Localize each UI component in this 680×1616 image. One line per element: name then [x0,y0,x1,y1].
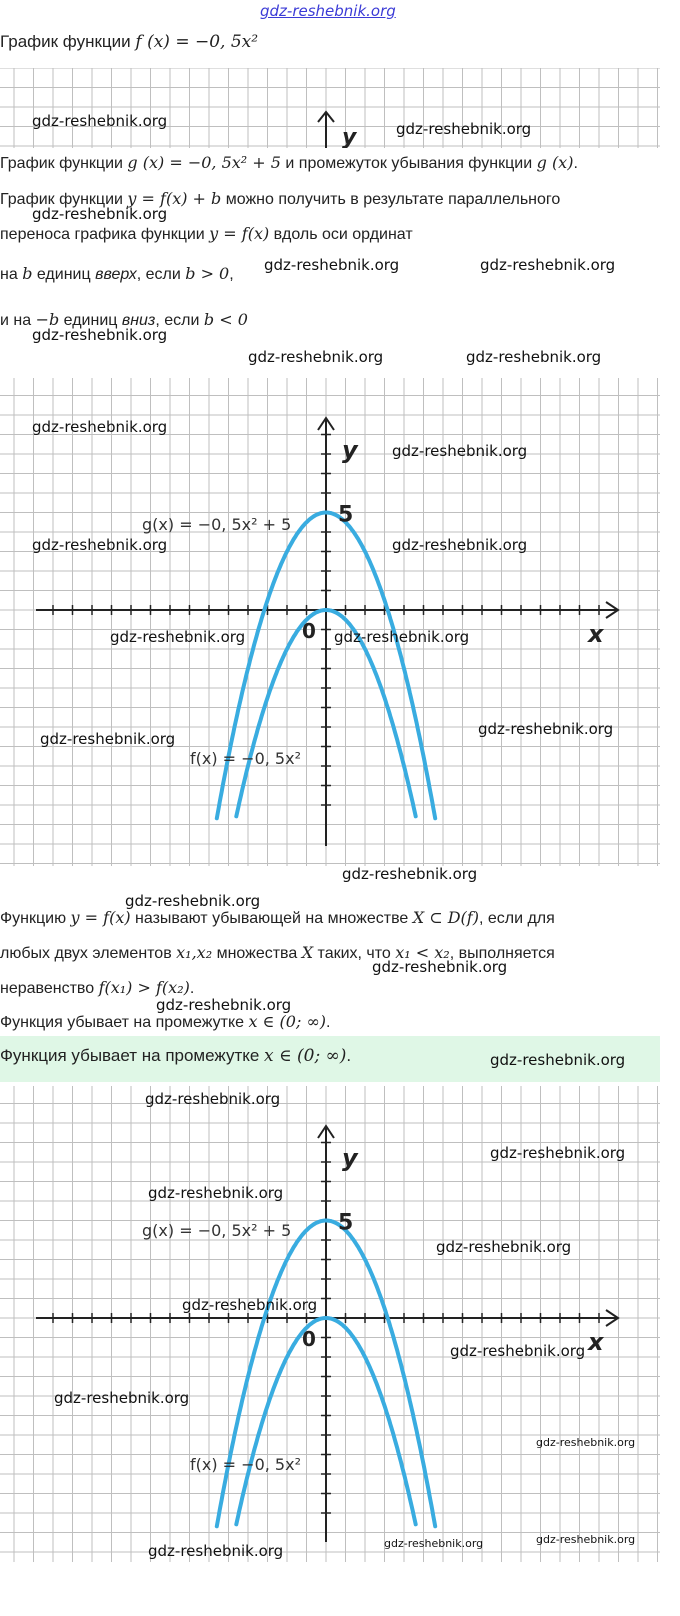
watermark: gdz-reshebnik.org [480,256,616,274]
grid-lines [0,378,660,866]
watermark: gdz-reshebnik.org [32,326,168,344]
tick-label-5: 5 [338,1210,354,1236]
theory-line-1: График функции y = f(x) + b можно получить в результате параллельного [0,189,561,208]
g-function-label: g(x) = −0, 5x² + 5 [142,1221,292,1240]
watermark: gdz-reshebnik.org [32,536,168,554]
watermark: gdz-reshebnik.org [396,120,532,138]
theory-line-3: на b единиц вверх, если b > 0, [0,264,234,283]
origin-label: 0 [302,619,316,643]
cropped-graph-strip [0,68,660,148]
watermark: gdz-reshebnik.org [392,442,528,460]
watermark: gdz-reshebnik.org [342,865,478,883]
watermark: gdz-reshebnik.org [54,1389,190,1407]
x-axis-label: x [588,620,604,648]
grid-lines [0,68,660,148]
watermark: gdz-reshebnik.org [248,348,384,366]
watermark: gdz-reshebnik.org [32,418,168,436]
site-header[interactable]: gdz-reshebnik.org [260,2,396,20]
watermark: gdz-reshebnik.org [466,348,602,366]
theory-line-4: и на −b единиц вниз, если b < 0 [0,310,248,329]
watermark: gdz-reshebnik.org [182,1296,318,1314]
y-axis-label: y [342,1144,358,1172]
y-axis-label: y [342,436,358,464]
watermark: gdz-reshebnik.org [110,628,246,646]
watermark: gdz-reshebnik.org [145,1090,281,1108]
answer-box: Функция убывает на промежутке x ∈ (0; ∞). [0,1036,660,1082]
parabola-graph-1 [0,378,660,866]
g-function-label: g(x) = −0, 5x² + 5 [142,515,292,534]
watermark: gdz-reshebnik.org [490,1051,626,1069]
origin-label: 0 [302,1327,316,1351]
definition-line-2: любых двух элементов x₁,x₂ множества X таких, что x₁ < x₂, выполняется [0,943,555,962]
watermark: gdz-reshebnik.org [125,892,261,910]
x-axis-label: x [588,1328,604,1356]
watermark: gdz-reshebnik.org [148,1184,284,1202]
watermark: gdz-reshebnik.org [450,1342,586,1360]
watermark: gdz-reshebnik.org [148,1542,284,1560]
watermark: gdz-reshebnik.org [384,1537,484,1550]
watermark: gdz-reshebnik.org [478,720,614,738]
watermark: gdz-reshebnik.org [536,1436,636,1449]
watermark: gdz-reshebnik.org [334,628,470,646]
watermark: gdz-reshebnik.org [436,1238,572,1256]
watermark: gdz-reshebnik.org [32,205,168,223]
watermark: gdz-reshebnik.org [32,112,168,130]
definition-line-1: Функцию y = f(x) называют убывающей на множестве X ⊂ D(f), если для [0,908,555,927]
watermark: gdz-reshebnik.org [536,1533,636,1546]
tick-label-5: 5 [338,502,354,528]
watermark: gdz-reshebnik.org [490,1144,626,1162]
task-statement: График функции g (x) = −0, 5x² + 5 и промежуток убывания функции g (x). [0,153,578,172]
watermark: gdz-reshebnik.org [264,256,400,274]
watermark: gdz-reshebnik.org [372,958,508,976]
watermark: gdz-reshebnik.org [392,536,528,554]
f-function-label: f(x) = −0, 5x² [190,1455,301,1474]
f-function-label: f(x) = −0, 5x² [190,749,301,768]
watermark: gdz-reshebnik.org [156,996,292,1014]
theory-line-2: переноса графика функции y = f(x) вдоль оси ординат [0,224,413,243]
conclusion-line: Функция убывает на промежутке x ∈ (0; ∞). [0,1012,331,1031]
function-title-f: График функции f (x) = −0, 5x² [0,32,259,52]
watermark: gdz-reshebnik.org [40,730,176,748]
definition-line-3: неравенство f(x₁) > f(x₂). [0,978,195,997]
y-axis-label: y [342,125,357,148]
